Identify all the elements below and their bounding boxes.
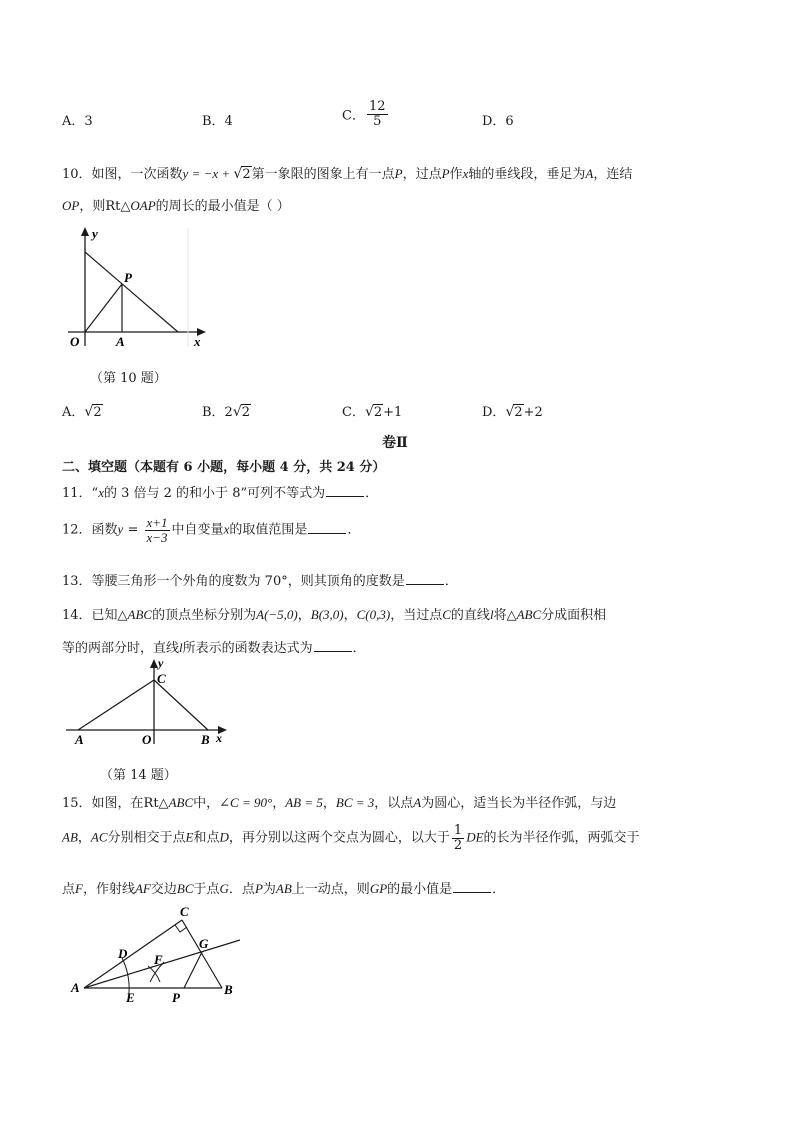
q10-line1: 10．如图，一次函数y = −x + √2第一象限的图象上有一点P，过点P作x轴的垂线段，垂足为A，连结: [62, 166, 633, 182]
q15-label-f: F: [154, 952, 163, 967]
q15-side-ac: [84, 920, 182, 988]
q10-y-arrow: [81, 227, 89, 236]
q15-answer-blank[interactable]: [453, 880, 491, 893]
q15-label-b: B: [224, 982, 233, 997]
q10-label-y: y: [92, 226, 98, 241]
q15-label-c: C: [180, 904, 189, 919]
q15-label-e: E: [126, 990, 135, 1005]
q10-label-o: O: [70, 334, 80, 349]
q10-function-line: [85, 252, 178, 332]
q9-option-c: C． $\frac{12}{5}$: [342, 99, 386, 129]
q15-label-a: A: [71, 980, 80, 995]
section-heading: 二、填空题（本题有 6 小题，每小题 4 分，共 24 分）: [62, 460, 386, 475]
q14-answer-blank[interactable]: [314, 639, 352, 652]
q14-label-o: O: [142, 732, 152, 747]
q10-segment-op: [85, 284, 122, 332]
q10-line2: OP，则Rt△OAP的周长的最小值是（ ）: [62, 198, 290, 214]
q14-line2: 等的两部分时，直线l所表示的函数表达式为 ．: [62, 640, 366, 656]
q14-label-b: B: [201, 732, 210, 747]
q14-label-c: C: [157, 671, 166, 686]
q15-label-g: G: [199, 936, 209, 951]
q15-label-p: P: [172, 990, 180, 1005]
q15-line3: 点F，作射线AF交边BC于点G．点P为AB上一动点，则GP的最小值是 ．: [62, 881, 506, 897]
q13-answer-blank[interactable]: [406, 572, 444, 585]
q11-answer-blank[interactable]: [326, 484, 364, 497]
q14-figure-caption: （第 14 题）: [100, 768, 177, 783]
q10-option-a: A．√2: [62, 404, 102, 420]
q12-fraction: $\frac{x+1}{x-3}$: [146, 515, 168, 545]
q14-y-arrow: [150, 659, 158, 668]
q14-label-x: x: [216, 731, 222, 745]
q11: 11．“x的 3 倍与 2 的和小于 8”可列不等式为 ．: [62, 485, 379, 501]
q14-side-ac: [78, 680, 154, 730]
q15-line1: 15．如图，在Rt△ABC中，∠C = 90°，AB = 5，BC = 3，以点A为圆心，适当长为半径作弧，与边: [62, 795, 617, 811]
q14-label-y: y: [158, 656, 164, 670]
q10-figure: [60, 222, 210, 352]
q14-figure: [62, 656, 234, 748]
q15-segment-gp: [184, 952, 202, 988]
q9-option-b: B．4: [202, 114, 233, 129]
q15-line2: AB，AC分别相交于点E和点D，再分别以这两个交点为圆心，以大于 $\frac{1}{2}$ DE的长为半径作弧，两弧交于: [62, 823, 640, 853]
volume-title: 卷Ⅱ: [382, 435, 408, 451]
q12-answer-blank[interactable]: [308, 521, 346, 534]
q10-option-d: D．√2+2: [482, 404, 543, 420]
q15-figure: [62, 900, 252, 1005]
q10-label-x: x: [194, 334, 201, 349]
q10-label-a: A: [116, 334, 125, 349]
q10-option-c: C．√2+1: [342, 404, 403, 420]
q9-option-d: D．6: [482, 114, 514, 129]
q15-half-fraction: $\frac{1}{2}$: [453, 823, 463, 853]
q12: 12．函数y = $\frac{x+1}{x-3}$ 中自变量x的取值范围是 ．: [62, 515, 361, 545]
q15-side-cb: [182, 920, 222, 988]
q14-side-cb: [154, 680, 208, 730]
q14-line1: 14．已知△ABC的顶点坐标分别为A(−5,0)，B(3,0)，C(0,3)，当过点C的直线l将△ABC分成面积相: [62, 607, 607, 623]
q14-label-a: A: [75, 732, 84, 747]
q9-option-c-fraction: $\frac{12}{5}$: [368, 99, 386, 129]
q10-label-p: P: [124, 270, 132, 285]
q10-figure-caption: （第 10 题）: [90, 371, 167, 386]
q10-option-b: B．2√2: [202, 404, 251, 420]
q13: 13．等腰三角形一个外角的度数为 70°，则其顶角的度数是 ．: [62, 574, 458, 589]
q9-option-a: A．3: [62, 114, 93, 129]
q15-label-d: D: [118, 946, 128, 961]
